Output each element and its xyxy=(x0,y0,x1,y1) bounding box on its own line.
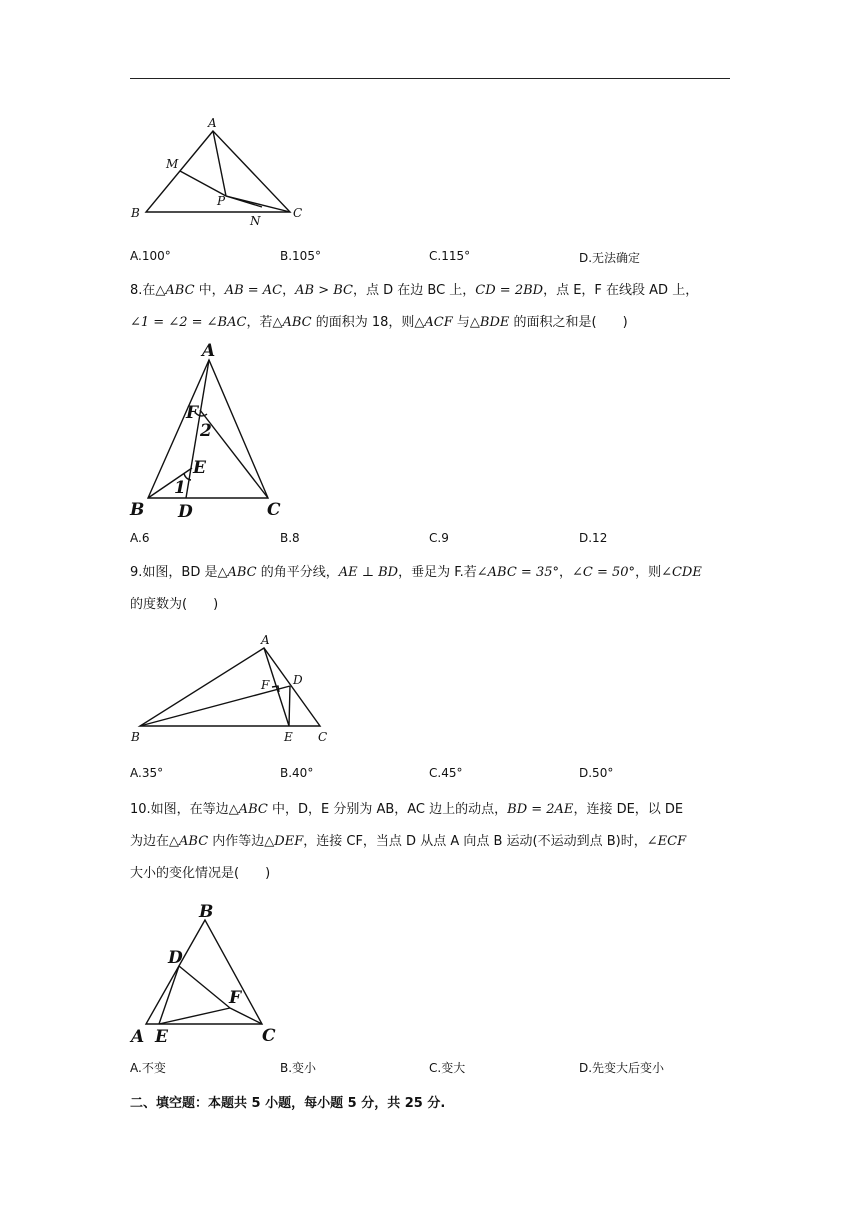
q7-label-n: N xyxy=(250,214,261,228)
q8-figure xyxy=(128,336,288,526)
q9-option-c[interactable]: C.45° xyxy=(429,766,463,780)
q8-option-c[interactable]: C.9 xyxy=(429,531,449,545)
q10-label-d: D xyxy=(168,948,183,968)
q8-text: 中， xyxy=(194,283,225,298)
q7-label-p: P xyxy=(217,194,226,208)
q10-text: 内作等边 xyxy=(208,834,265,849)
q8-label-b: B xyxy=(130,500,145,520)
q7-option-d[interactable]: D.无法确定 xyxy=(579,251,641,265)
q8-text: 8.在 xyxy=(130,283,156,298)
q9-label-b: B xyxy=(131,730,140,744)
q9-segment-de xyxy=(289,686,290,726)
q10-text: 10.如图，在等边 xyxy=(130,802,229,817)
q8-line-1 xyxy=(130,275,735,307)
q10-option-a[interactable]: A.不变 xyxy=(130,1061,166,1075)
q8-math: △BDE xyxy=(469,315,510,330)
q10-option-c[interactable]: C.变大 xyxy=(429,1061,466,1075)
q9-options xyxy=(130,766,730,786)
q8-question xyxy=(130,275,735,339)
q9-text: ， xyxy=(559,565,573,580)
q10-label-f: F xyxy=(229,988,242,1008)
section-heading-fill-in: 二、填空题：本题共 5 小题，每小题 5 分，共 25 分. xyxy=(130,1096,446,1111)
q7-segment-mp xyxy=(180,171,226,196)
q10-math: △ABC xyxy=(169,834,209,849)
q9-text: 的角平分线， xyxy=(256,565,339,580)
q7-option-b[interactable]: B.105° xyxy=(280,249,321,263)
q10-figure xyxy=(128,898,288,1048)
q9-math: ∠C = 50° xyxy=(572,565,636,580)
q7-figure xyxy=(128,112,318,232)
q9-math: ∠ABC = 35° xyxy=(476,565,559,580)
q10-math: BD = 2AE xyxy=(507,802,574,817)
q9-figure xyxy=(128,628,338,748)
q10-line-2 xyxy=(130,826,735,858)
q9-label-f: F xyxy=(261,678,270,692)
q8-label-f: F xyxy=(186,403,199,423)
q10-line-3: 大小的变化情况是( ) xyxy=(130,866,271,881)
q7-options xyxy=(130,249,730,269)
q9-label-e: E xyxy=(284,730,293,744)
q10-segment-ef xyxy=(159,1008,230,1024)
q10-text: 为边在 xyxy=(130,834,170,849)
q9-math: ∠CDE xyxy=(661,565,702,580)
q10-text: 中，D，E 分别为 AB，AC 边上的动点， xyxy=(267,802,508,817)
q8-line-2 xyxy=(130,307,735,339)
q10-segment-df xyxy=(179,966,230,1008)
q8-text: 与 xyxy=(452,315,470,330)
q8-math: △ABC xyxy=(155,283,195,298)
q9-line-1 xyxy=(130,557,735,589)
q8-math: △ABC xyxy=(272,315,312,330)
q10-label-b: B xyxy=(199,902,214,922)
q8-math: △ACF xyxy=(414,315,453,330)
q8-label-e: E xyxy=(193,458,206,478)
q8-math: CD = 2BD xyxy=(475,283,544,298)
q8-option-d[interactable]: D.12 xyxy=(579,531,608,545)
q8-label-c: C xyxy=(267,500,281,520)
q10-question xyxy=(130,794,735,890)
q8-math: AB > BC xyxy=(295,283,353,298)
q8-text: ，点 E，F 在线段 AD 上， xyxy=(543,283,699,298)
q8-label-2: 2 xyxy=(200,421,212,441)
q9-option-d[interactable]: D.50° xyxy=(579,766,614,780)
q8-option-a[interactable]: A.6 xyxy=(130,531,150,545)
q10-label-e: E xyxy=(155,1027,168,1047)
q7-segment-ap xyxy=(213,131,226,196)
q10-label-c: C xyxy=(262,1026,276,1046)
q10-line-1 xyxy=(130,794,735,826)
q8-label-a: A xyxy=(202,341,216,361)
q8-text: ，若 xyxy=(246,315,273,330)
q8-text: 的面积为 18，则 xyxy=(311,315,415,330)
q10-option-b[interactable]: B.变小 xyxy=(280,1061,317,1075)
q8-math: ∠1 = ∠2 = ∠BAC xyxy=(130,315,247,330)
q10-triangle xyxy=(146,920,262,1024)
q9-text: 9.如图，BD 是 xyxy=(130,565,218,580)
header-rule xyxy=(130,78,730,79)
q8-text: 的面积之和是( ) xyxy=(509,315,628,330)
q7-option-c[interactable]: C.115° xyxy=(429,249,471,263)
q8-math: AB = AC xyxy=(224,283,283,298)
q8-text: ，点 D 在边 BC 上， xyxy=(352,283,476,298)
q7-option-a[interactable]: A.100° xyxy=(130,249,171,263)
q8-option-b[interactable]: B.8 xyxy=(280,531,300,545)
q7-label-m: M xyxy=(166,157,179,171)
q10-options xyxy=(130,1059,730,1079)
q10-math: △DEF xyxy=(264,834,304,849)
q10-text: ，连接 DE，以 DE xyxy=(573,802,684,817)
q9-label-c: C xyxy=(318,730,328,744)
q9-option-b[interactable]: B.40° xyxy=(280,766,314,780)
q9-math: AE ⊥ BD xyxy=(338,565,399,580)
q9-label-a: A xyxy=(261,633,270,647)
q9-label-d: D xyxy=(293,673,303,687)
q8-options xyxy=(130,531,730,551)
q7-label-b: B xyxy=(131,206,140,220)
q10-option-d[interactable]: D.先变大后变小 xyxy=(579,1061,665,1075)
q9-text: ，垂足为 F.若 xyxy=(398,565,477,580)
q8-label-1: 1 xyxy=(174,478,186,498)
q10-text: ，连接 CF，当点 D 从点 A 向点 B 运动(不运动到点 B)时， xyxy=(303,834,647,849)
q9-option-a[interactable]: A.35° xyxy=(130,766,164,780)
q9-triangle xyxy=(140,648,320,726)
q7-label-a: A xyxy=(208,116,217,130)
q8-text: ， xyxy=(282,283,296,298)
q8-label-d: D xyxy=(178,502,193,522)
q10-label-a: A xyxy=(131,1027,145,1047)
q10-math: ∠ECF xyxy=(646,834,687,849)
q9-text: ，则 xyxy=(635,565,662,580)
q7-label-c: C xyxy=(293,206,303,220)
q9-line-2: 的度数为( ) xyxy=(130,597,219,612)
q9-math: △ABC xyxy=(217,565,257,580)
q7-segment-pc xyxy=(226,196,290,212)
q9-question xyxy=(130,557,735,621)
q10-math: △ABC xyxy=(228,802,268,817)
q9-segment-bd xyxy=(140,686,290,726)
